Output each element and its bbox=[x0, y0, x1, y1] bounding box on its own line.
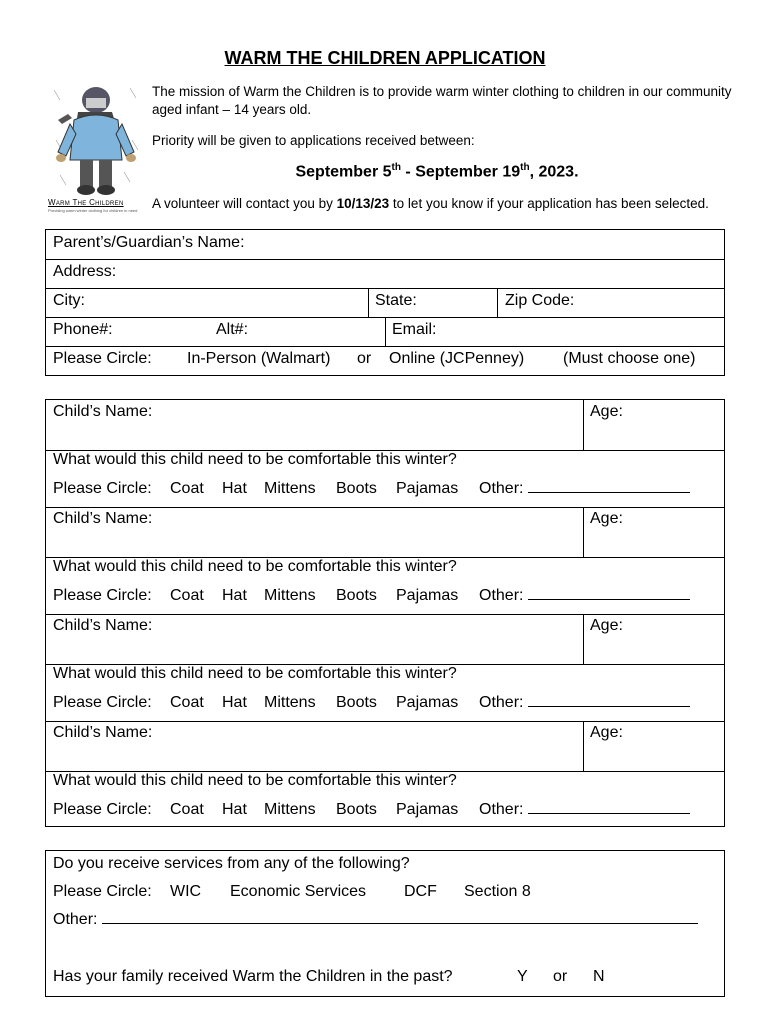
needs-circle-label: Please Circle: bbox=[53, 587, 152, 604]
page-title: WARM THE CHILDREN APPLICATION bbox=[224, 48, 546, 68]
option-mittens[interactable]: Mittens bbox=[264, 480, 316, 497]
state-label: State: bbox=[375, 292, 417, 309]
option-section-8[interactable]: Section 8 bbox=[464, 883, 531, 900]
services-box bbox=[45, 850, 725, 997]
phone-label: Phone#: bbox=[53, 321, 113, 338]
option-coat[interactable]: Coat bbox=[170, 587, 204, 604]
child-name-label: Child’s Name: bbox=[53, 724, 153, 741]
child-needs-question: What would this child need to be comfortable this winter? bbox=[53, 665, 457, 682]
needs-other-field[interactable]: Other: bbox=[479, 694, 690, 712]
option-no[interactable]: N bbox=[593, 968, 605, 985]
option-boots[interactable]: Boots bbox=[336, 801, 377, 818]
option-yes[interactable]: Y bbox=[517, 968, 528, 985]
child-needs-question: What would this child need to be comfortable this winter? bbox=[53, 772, 457, 789]
services-question: Do you receive services from any of the following? bbox=[53, 855, 410, 872]
contact-text: A volunteer will contact you by 10/13/23 to let you know if your application has been selected. bbox=[152, 196, 709, 211]
option-boots[interactable]: Boots bbox=[336, 694, 377, 711]
children-info-box bbox=[45, 399, 725, 827]
option-hat[interactable]: Hat bbox=[222, 587, 247, 604]
city-label: City: bbox=[53, 292, 85, 309]
zip-code-label: Zip Code: bbox=[505, 292, 575, 309]
alt-phone-label: Alt#: bbox=[216, 321, 249, 338]
option-hat[interactable]: Hat bbox=[222, 694, 247, 711]
needs-other-field[interactable]: Other: bbox=[479, 480, 690, 498]
option-pajamas[interactable]: Pajamas bbox=[396, 801, 459, 818]
needs-circle-label: Please Circle: bbox=[53, 801, 152, 818]
needs-circle-label: Please Circle: bbox=[53, 694, 152, 711]
past-recipient-question: Has your family received Warm the Children in the past? bbox=[53, 968, 453, 985]
option-economic-services[interactable]: Economic Services bbox=[230, 883, 367, 900]
child-age-label: Age: bbox=[590, 617, 623, 634]
option-boots[interactable]: Boots bbox=[336, 587, 377, 604]
parent-info-box bbox=[45, 229, 725, 376]
priority-dates: September 5th - September 19th, 2023. bbox=[295, 162, 579, 181]
option-pajamas[interactable]: Pajamas bbox=[396, 480, 459, 497]
option-mittens[interactable]: Mittens bbox=[264, 694, 316, 711]
priority-text: Priority will be given to applications received between: bbox=[152, 133, 475, 148]
option-hat[interactable]: Hat bbox=[222, 480, 247, 497]
must-choose-note: (Must choose one) bbox=[563, 350, 696, 367]
option-online[interactable]: Online (JCPenney) bbox=[389, 350, 525, 367]
logo-subcaption: Providing warm winter clothing for children in need bbox=[48, 208, 138, 213]
option-coat[interactable]: Coat bbox=[170, 694, 204, 711]
option-hat[interactable]: Hat bbox=[222, 801, 247, 818]
guardian-name-label: Parent’s/Guardian’s Name: bbox=[53, 234, 245, 251]
option-or: or bbox=[357, 350, 372, 367]
option-pajamas[interactable]: Pajamas bbox=[396, 587, 459, 604]
pickup-circle-label: Please Circle: bbox=[53, 350, 152, 367]
needs-other-field[interactable]: Other: bbox=[479, 801, 690, 819]
option-coat[interactable]: Coat bbox=[170, 480, 204, 497]
needs-other-field[interactable]: Other: bbox=[479, 587, 690, 605]
child-age-label: Age: bbox=[590, 510, 623, 527]
child-needs-question: What would this child need to be comfortable this winter? bbox=[53, 451, 457, 468]
address-label: Address: bbox=[53, 263, 117, 280]
option-mittens[interactable]: Mittens bbox=[264, 801, 316, 818]
child-in-winter-coat-logo bbox=[50, 80, 142, 202]
option-dcf[interactable]: DCF bbox=[404, 883, 437, 900]
child-name-label: Child’s Name: bbox=[53, 510, 153, 527]
option-or-yn: or bbox=[553, 968, 568, 985]
option-in-person[interactable]: In-Person (Walmart) bbox=[187, 350, 331, 367]
option-boots[interactable]: Boots bbox=[336, 480, 377, 497]
needs-circle-label: Please Circle: bbox=[53, 480, 152, 497]
option-coat[interactable]: Coat bbox=[170, 801, 204, 818]
email-label: Email: bbox=[392, 321, 437, 338]
services-other-field[interactable]: Other: bbox=[53, 911, 698, 929]
child-needs-question: What would this child need to be comfortable this winter? bbox=[53, 558, 457, 575]
child-name-label: Child’s Name: bbox=[53, 403, 153, 420]
option-pajamas[interactable]: Pajamas bbox=[396, 694, 459, 711]
child-age-label: Age: bbox=[590, 403, 623, 420]
option-wic[interactable]: WIC bbox=[170, 883, 202, 900]
child-name-label: Child’s Name: bbox=[53, 617, 153, 634]
option-mittens[interactable]: Mittens bbox=[264, 587, 316, 604]
services-circle-label: Please Circle: bbox=[53, 883, 152, 900]
child-age-label: Age: bbox=[590, 724, 623, 741]
mission-text: The mission of Warm the Children is to provide warm winter clothing to children in our community aged infant – 14 years old. bbox=[152, 84, 732, 117]
logo-caption: Warm The Children bbox=[48, 198, 124, 207]
